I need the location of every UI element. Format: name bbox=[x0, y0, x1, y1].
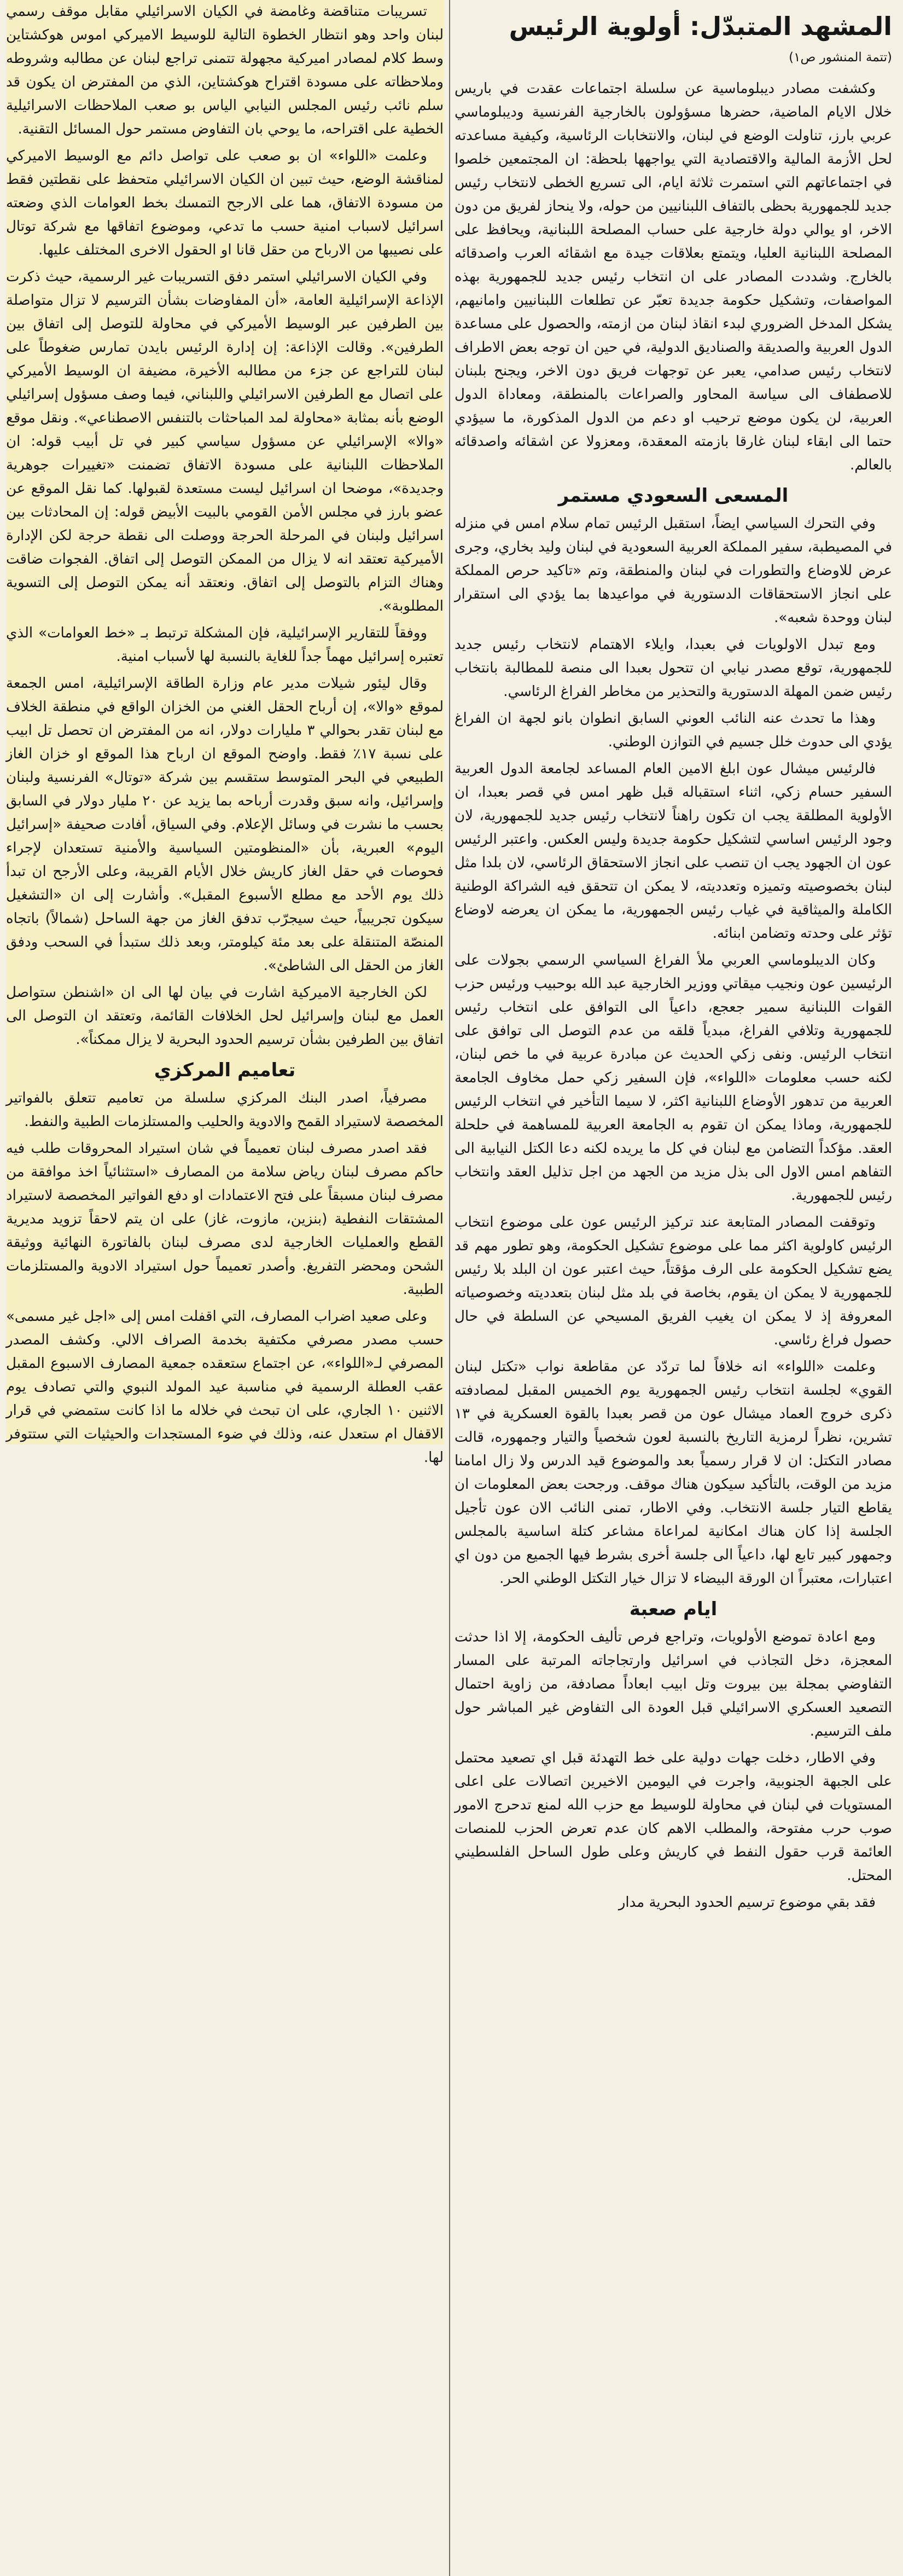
paragraph: وفي الكيان الاسرائيلي استمر دفق التسريبات غير الرسمية، حيث ذكرت الإذاعة الإسرائيلية العامة، «أن المفاوضات بشأن الترسيم لا تزال متواصلة بين الطرفين عبر الوسيط الأميركي في محاولة للتوصل إلى اتفاق بين الطرفين». وقالت الإذاعة: إن إدارة الرئيس بايدن تمارس ضغوطاً على لبنان للتراجع عن جزء من مطالبه الأخيرة، مضيفة ان الوسيط الأميركي على اتصال مع الطرفين الاسرائيلي واللبناني، فيما وصف مسؤول إسرائيلي الوضع بأنه بمثابة «محاولة لمد المباحثات بالتنفس الاصطناعي». ونقل موقع «والا» الإسرائيلي عن مسؤول سياسي كبير في تل أبيب قوله: ان الملاحظات اللبنانية على مسودة الاتفاق تضمنت «تغييرات جوهرية وجديدة»، موضحا ان اسرائيل ليست مستعدة لقبولها. كما نقل الموقع عن عضو بارز في مجلس الأمن القومي بالبيت الأبيض قوله: إن المحادثات بين اسرائيل ولبنان في المرحلة الحرجة ووصلت الى نقطة حرجة لكن الإدارة الأميركية تعتقد انه لا يزال من الممكن التوصل إلى اتفاق. الفجوات ضاقت وهناك التزام بالتوصل إلى اتفاق. ونعتقد أنه يمكن التوصل إلى التسوية المطلوبة». bbox=[6, 269, 444, 614]
paragraph: وفي التحرك السياسي ايضاً، استقبل الرئيس تمام سلام امس في منزله في المصيطبة، سفير المملكة العربية السعودية في لبنان وليد بخاري، وجرى عرض للاوضاع والتطورات في لبنان والمنطقة، وتم «تاكيد حرص المملكة على انجاز الاستحقاقات الدستورية في مواعيدها بما يؤدي الى استقرار لبنان ووحدة شعبه». bbox=[455, 515, 892, 626]
paragraph: وفي الاطار، دخلت جهات دولية على خط التهدئة قبل اي تصعيد محتمل على الجبهة الجنوبية، واجرت في اليومين الاخيرين اتصالات على اعلى المستويات في لبنان في محاولة للوسيط مع حزب الله لمنع تدحرج الامور صوب حرب مفتوحة، والمطلب الاهم كان عدم تعرض الحزب للمنصات العائمة قرب حقول النفط في كاريش وعلى طول الساحل الفلسطيني المحتل. bbox=[455, 1750, 892, 1884]
paragraph: مصرفياً، اصدر البنك المركزي سلسلة من تعاميم تتعلق بالفواتير المخصصة لاستيراد القمح والادوية والحليب والمستلزمات الطبية والنفط. bbox=[6, 1090, 444, 1130]
paragraph: وعلمت «اللواء» ان بو صعب على تواصل دائم مع الوسيط الاميركي لمناقشة الوضع، حيث تبين ان الكيان الاسرائيلي متحفظ على نقطتين فقط من مسودة الاتفاق، هما على الارجح التمسك بخط العوامات الذي وضعته اسرائيل لاسباب امنية حسب ما تدعي، وموضوع اتفاقها مع شركة توتال على نصيبها من الارباح من حقل قانا او الحقول الاخرى المختلف عليها. bbox=[6, 148, 444, 258]
article-left-column bbox=[6, 0, 444, 1466]
paragraph: وهذا ما تحدث عنه النائب العوني السابق انطوان بانو لجهة ان الفراغ يؤدي الى حدوث خلل جسيم في التوازن الوطني. bbox=[455, 710, 892, 750]
section-subheading: تعاميم المركزي bbox=[154, 1059, 296, 1081]
paragraph: تسريبات متناقضة وغامضة في الكيان الاسرائيلي مقابل موقف رسمي لبنان واحد وهو انتظار الخطوة التالية للوسيط الاميركي اموس هوكشتاين وسط كلام لمصادر اميركية مجهولة تتمنى تراجع لبنان عن مطالبه وشروطه وملاحظاته على مسودة اقتراح هوكشتاين، الذي من المفترض ان يكون قد سلم نائب رئيس المجلس النيابي الياس بو صعب الملاحظات الاسرائيلية الخطية على اقتراحه، ما يوحي بان التفاوض مستمر حول المسائل التقنية. bbox=[6, 3, 444, 137]
paragraph: وقال ليئور شيلات مدير عام وزارة الطاقة الإسرائيلية، امس الجمعة لموقع «والا»، إن أرباح الحقل الغني من الخزان الواقع في منطقة الخلاف مع لبنان تقدر بحوالي ٣ مليارات دولار، انه من المفترض ان تحصل تل ابيب على نسبة ١٧٪ فقط. واوضح الموقع ان ارباح هذا الموقع او خزان الغاز الطبيعي في البحر المتوسط ستقسم بين شركة «توتال» الفرنسية ولبنان وإسرائيل، وانه سبق وقدرت أرباحه بما يزيد عن ٢٠ مليار دولار في السابق بحسب ما نشرت في وسائل الإعلام. وفي السياق، أفادت صحيفة «إسرائيل اليوم» العبرية، بأن «المنظومتين السياسية والأمنية تستعدان لإجراء فحوصات في حقل الغاز كاريش خلال الأيام القريبة، وعلى الأرجح ان تبدأ ذلك يوم الأحد مع مطلع الأسبوع المقبل». وأشارت إلى ان «التشغيل سيكون تجريبياً، حيث سيجرّب تدفق الغاز من جهة الساحل (شمالاً) باتجاه المنصّة المتنقلة على بعد مئة كيلومتر، وبعد ذلك ستبدأ في السحب ودفق الغاز من الحقل الى الشاطئ». bbox=[6, 675, 444, 974]
section-subheading: ايام صعبة bbox=[629, 1598, 718, 1620]
paragraph: ومع تبدل الاولويات في بعبدا، وايلاء الاهتمام لانتخاب رئيس جديد للجمهورية، توقع مصدر نيابي ان تتحول بعبدا الى منصة للمطالبة بانتخاب رئيس ضمن المهلة الدستورية والتحذير من مخاطر الفراغ الرئاسي. bbox=[455, 636, 892, 700]
paragraph: وعلى صعيد اضراب المصارف، التي اقفلت امس إلى «اجل غير مسمى» حسب مصدر مصرفي مكتفية بخدمة الصراف الالي. وكشف المصدر المصرفي لـ«اللواء»، عن اجتماع ستعقده جمعية المصارف الاسبوع المقبل عقب العطلة الرسمية في مناسبة عيد المولد النبوي والتي تصادف يوم الاثنين ١٠ الجاري، على ان تبحث في خلاله ما اذا كانت ستمضي في قرار الاقفال ام ستعدل عنه، وذلك في ضوء المستجدات والحيثيات التي ستتوفر لها. bbox=[6, 1308, 444, 1466]
left-column-body bbox=[6, 0, 444, 1470]
right-column-body bbox=[455, 77, 892, 1914]
paragraph: فالرئيس ميشال عون ابلغ الامين العام المساعد لجامعة الدول العربية السفير حسام زكي، اثناء استقباله قبل ظهر امس في قصر بعبدا، ان الأولوية المطلقة يجب ان تكون راهناً لانتخاب رئيس جديد للجمهورية، لان وجود الرئيس اساسي لتشكيل حكومة جديدة وليس العكس. واعتبر الرئيس عون ان الجهود يجب ان تنصب على انجاز الاستحقاق الرئاسي، لان بلدا مثل لبنان بخصوصيته وتميزه وتعدديته، لا يمكن ان تتحقق فيه الشراكة الوطنية الكاملة والميثاقية في غياب رئيس الجمهورية، ما يمكن ان يعرضه لاوضاع تؤثر على وحدته وتضامن ابنائه. bbox=[455, 761, 892, 942]
paragraph: فقد اصدر مصرف لبنان تعميماً في شان استيراد المحروقات طلب فيه حاكم مصرف لبنان رياض سلامة من المصارف «استثنائياً اخذ موافقة من مصرف لبنان مسبقاً على فتح الاعتمادات او دفع الفواتير المخصصة لاستيراد المشتقات النفطية (بنزين، مازوت، غاز) على ان يتم لاحقاً تزويد مديرية القطع والعمليات الخارجية لدى مصرف لبنان بالفاتورة النهائية ووثيقة الشحن ومحضر التفريغ. وأصدر تعميماً حول استيراد الادوية والمستلزمات الطبية. bbox=[6, 1140, 444, 1298]
paragraph: لكن الخارجية الاميركية اشارت في بيان لها الى ان «اشنطن ستواصل العمل مع لبنان وإسرائيل لحل الخلافات القائمة، وتعتقد ان التوصل الى اتفاق بين الطرفين بشأن ترسيم الحدود البحرية لا يزال ممكناً». bbox=[6, 984, 444, 1048]
article-right-column bbox=[447, 0, 892, 1918]
paragraph: فقد بقي موضوع ترسيم الحدود البحرية مدار bbox=[618, 1894, 876, 1911]
paragraph: وكشفت مصادر ديبلوماسية عن سلسلة اجتماعات عقدت في باريس خلال الايام الماضية، حضرها مسؤولون بالخارجية الفرنسية وديبلوماسي عربي بارز، تناولت الوضع في لبنان، والانتخابات الرئاسية، وكيفية مساعدته لحل الأزمة المالية والاقتصادية التي يواجهها بلحظة: ان المجتمعين خلصوا في اجتماعاتهم التي استمرت ثلاثة ايام، الى تسريع الخطى لانتخاب رئيس جديد للجمهورية بحظى بالتفاف اللبنانيين من حوله، ولا ينحاز لفريق من دون الاخر، او يوالي دولة خارجية على حساب المصلحة اللبنانية، ويحافظ على المصلحة اللبنانية العليا، ويتمتع بعلاقات جيدة مع اشقائه العرب واصدقائه بالخارج. وشددت المصادر على ان انتخاب رئيس جديد للجمهورية بهذه المواصفات، وتشكيل حكومة جديدة تعبّر عن تطلعات اللبنانيين وامانيهم، يشكل المدخل الضروري لبدء انقاذ لبنان من ازمته، والحصول على مساعدة الدول العربية والصديقة والصناديق الدولية، في حين ان توجه بعض الاطراف لانتخاب رئيس صدامي، يعبر عن توجهات فريق دون الاخر، ويجنح بلبنان للاصطفاف الى سياسة المحاور والصراعات بالمنطقة، ومعاداة الدول العربية، لن يكون موضع ترحيب او دعم من الدول المذكورة، ما سيؤدي حتما الى ابقاء لبنان غارقا بازمته المعقدة، ومعزولا عن اشقائه واصدقائه بالعالم. bbox=[455, 80, 892, 473]
paragraph: ووفقاً للتقارير الإسرائيلية، فإن المشكلة ترتبط بـ «خط العوامات» الذي تعتبره إسرائيل مهماً جداً للغاية بالنسبة لها لأسباب امنية. bbox=[6, 625, 444, 665]
paragraph: وكان الديبلوماسي العربي ملأ الفراغ السياسي الرسمي بجولات على الرئيسين عون ونجيب ميقاتي ووزير الخارجية عبد الله بوحبيب ورئيس حزب القوات اللبنانية سمير جعجع، داعياً الى التوافق على انتخاب رئيس للجمهورية وتلافي الفراغ، مبدياً قلقه من عدم التوصل الى توافق على انتخاب الرئيس. ونفى زكي الحديث عن مبادرة عربية في ما خص لبنان، لكنه حسب معلومات «اللواء»، فإن السفير زكي حمل مخاوف الجامعة العربية من تدهور الأوضاع اللبنانية اكثر، لا سيما التأخير في انتخاب الرئيس للجمهورية، وماذا يمكن ان تقوم به الجامعة العربية للمساهمة في حلحلة العقد. مؤكداً التضامن مع لبنان في كل ما يريده لكنه دعا الكتل النيابية الى التفاهم امس الاول الى بذل مزيد من الجهد من اجل تذليل العقد وانتخاب رئيس للجمهورية. bbox=[455, 952, 892, 1204]
article-headline: المشهد المتبدّل: أولوية الرئيس bbox=[509, 11, 892, 41]
paragraph: وعلمت «اللواء» انه خلافاً لما تردّد عن مقاطعة نواب «تكتل لبنان القوي» لجلسة انتخاب رئيس الجمهورية يوم الخميس المقبل لمصادفته ذكرى خروج العماد ميشال عون من قصر بعبدا بالقوة العسكرية في ١٣ تشرين، نظراً لرمزية التاريخ بالنسبة لعون شخصياً والتيار وجمهوره، قالت مصادر التكتل: ان لا قرار رسمياً بعد والموضوع قيد الدرس ولا زال امامنا مزيد من الوقت، بالتأكيد سيكون هناك موقف. ورجحت بعض المعلومات ان يقاطع التيار جلسة الانتخاب. وفي الاطار، تمنى النائب الان عون تأجيل الجلسة إذا كان هناك امكانية لمراعاة مشاعر كتلة اساسية بالمجلس وجمهور كبير تابع لها، داعياً الى جلسة أخرى بشرط فيها الجميع من دون اي اعتبارات، معتبراً ان الورقة البيضاء لا تزال خيار التكتل الوطني الحر. bbox=[455, 1359, 892, 1587]
continuation-note: (تتمة المنشور ص١) bbox=[789, 50, 892, 65]
section-subheading: المسعى السعودي مستمر bbox=[558, 485, 789, 507]
paragraph: وتوقفت المصادر المتابعة عند تركيز الرئيس عون على موضوع انتخاب الرئيس كاولوية اكثر مما على موضوع تشكيل الحكومة، وهو تطور مهم قد يضع تشكيل الحكومة على الرف مؤقتاً، حيث اعتبر عون ان البلد بلا رئيس للجمهورية لا يمكن ان يقوم، بخاصة في بلد مثل لبنان بتعدديته وخصوصياته المعروفة إذ لا يمكن ان يغيب الفريق المسيحي عن السلطة في حال حصول فراغ رئاسي. bbox=[455, 1214, 892, 1348]
paragraph: ومع اعادة تموضع الأولويات، وتراجع فرص تأليف الحكومة، إلا اذا حدثت المعجزة، دخل التجاذب في اسرائيل وارتجاجاته المرتبة على المسار التفاوضي بمجلة بين بيروت وتل ابيب ابعاداً مصادفة، من زاوية احتمال التصعيد العسكري الاسرائيلي قبل العودة الى التفاوض غير المباشر حول ملف الترسيم. bbox=[455, 1629, 892, 1739]
